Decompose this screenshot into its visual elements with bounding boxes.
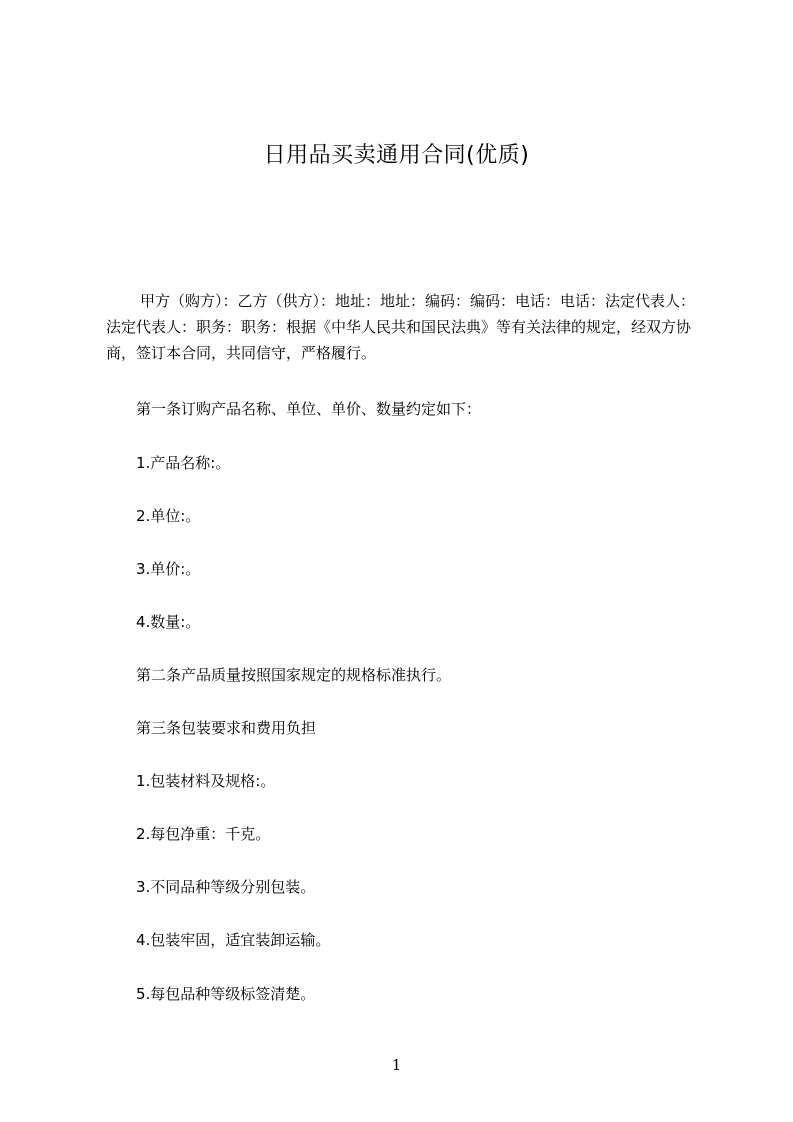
item-quantity: 4.数量:。 <box>136 613 201 631</box>
packaging-material-item: 1.包装材料及规格:。 <box>136 772 276 790</box>
separate-packing-item: 3.不同品种等级分别包装。 <box>136 878 316 896</box>
item-unit-price: 3.单价:。 <box>136 560 201 578</box>
net-weight-item: 2.每包净重：千克。 <box>136 825 271 843</box>
sturdy-packing-item: 4.包装牢固，适宜装卸运输。 <box>136 931 331 949</box>
document-title: 日用品买卖通用合同(优质) <box>263 143 530 168</box>
article-1-heading: 第一条订购产品名称、单位、单价、数量约定如下： <box>136 400 482 418</box>
article-2-heading: 第二条产品质量按照国家规定的规格标准执行。 <box>136 666 452 684</box>
item-unit: 2.单位:。 <box>136 507 201 525</box>
label-clear-item: 5.每包品种等级标签清楚。 <box>136 985 316 1003</box>
item-product-name: 1.产品名称:。 <box>136 454 231 472</box>
article-3-heading: 第三条包装要求和费用负担 <box>136 719 317 737</box>
intro-paragraph: 甲方（购方）：乙方（供方）：地址：地址：编码：编码：电话：电话：法定代表人：法定代表人：职务：职务：根据《中华人民共和国民法典》等有关法律的规定，经双方协商，签订本合同，共同信守，严格履行。 <box>106 292 696 362</box>
page-number: 1 <box>391 1056 402 1074</box>
